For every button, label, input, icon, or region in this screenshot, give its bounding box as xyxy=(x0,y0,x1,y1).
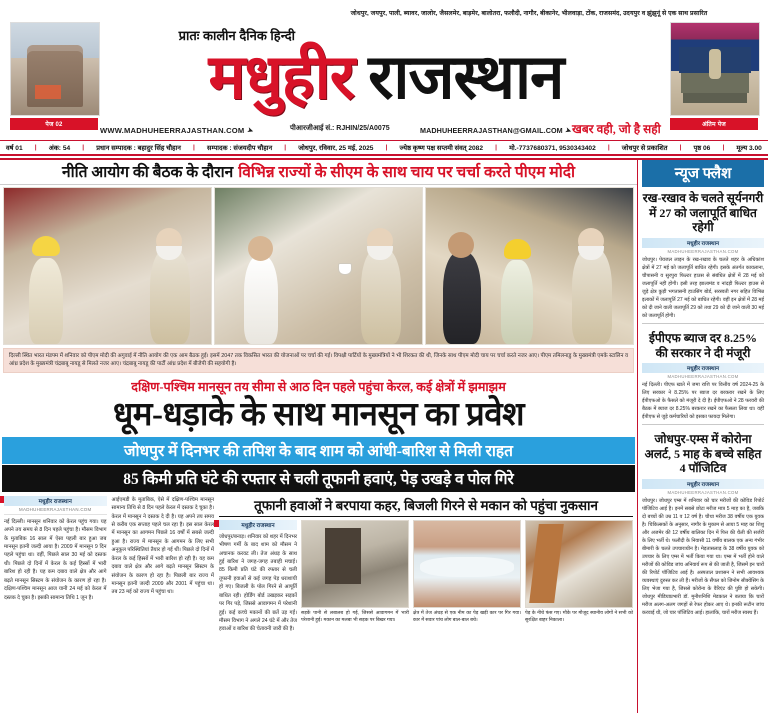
last-page-promo-tag: अंतिम पेज xyxy=(670,118,758,130)
strip-divider: | xyxy=(284,144,287,151)
storm-story-byline: मधुहीर राजस्थान xyxy=(219,520,297,530)
published-from: जोधपुर से प्रकाशित xyxy=(621,145,668,152)
strip-divider: | xyxy=(607,144,610,151)
cadets-group-photo xyxy=(670,22,760,116)
editor: सम्पादक : संजयदीप चौहान xyxy=(206,145,273,152)
email-address[interactable] xyxy=(420,126,572,135)
news-flash-sidebar xyxy=(638,158,768,713)
page02-promo[interactable] xyxy=(10,22,98,130)
masthead-title-part2: राजस्थान xyxy=(368,44,564,112)
water-tank-photo xyxy=(10,22,100,116)
sidebar-headline-3: जोधपुर-एम्स में कोरोना अलर्ट, 5 माह के बच्चे सहित 4 पॉजिटिव xyxy=(644,432,762,476)
chief-editor: प्रधान सम्पादक : बहादुर सिंह चौहान xyxy=(96,145,181,152)
storm-thumb-3[interactable] xyxy=(525,520,633,634)
monsoon-story-col2 xyxy=(112,496,215,648)
broken-wall-photo xyxy=(413,520,521,608)
storm-sub-headline: तूफानी हवाओं ने बरपाया कहर, बिजली गिरने से मकान को पहुंचा नुकसान xyxy=(219,496,633,517)
publication-info-strip xyxy=(0,140,768,156)
monsoon-kicker: दक्षिण-पश्चिम मानसून तय सीमा से आठ दिन पहले पहुंचा केरल, कई क्षेत्रों में झमाझम xyxy=(131,379,506,394)
masthead-kicker: प्रातः कालीन दैनिक हिन्दी xyxy=(178,28,295,43)
cursor-arrow-icon: ➤ xyxy=(563,125,573,136)
monsoon-story-byline: मधुहीर राजस्थान xyxy=(4,496,107,506)
last-page-promo[interactable] xyxy=(670,22,758,130)
strip-divider: | xyxy=(722,144,725,151)
storm-thumb-2[interactable] xyxy=(413,520,521,634)
sidebar-site-3: MADHUHEERRAJASTHAN.COM xyxy=(667,490,739,495)
price: मूल्य 3.00 xyxy=(736,145,762,152)
strip-divider: | xyxy=(34,144,37,151)
modi-greeting-cm-photo[interactable] xyxy=(3,187,212,345)
sidebar-site-1: MADHUHEERRAJASTHAN.COM xyxy=(667,248,739,254)
main-column xyxy=(0,158,638,713)
fallen-beam-photo xyxy=(525,520,633,608)
storm-thumb-caption-3: पेड़ के नीचे फंस गए। मौके पर मौजूद स्थानीय लोगों ने सभी को सुरक्षित बाहर निकाला। xyxy=(525,610,633,624)
sidebar-text-1: जोधपुर। पेयजल लाइन के रख-रखाव के चलते शहर के अधिकांश क्षेत्रों में 27 मई को जलापूर्ति बाधित रहेगी। इसके अंतर्गत कायलाना, चौपासनी व सुरपुरा फिल्टर हाउस से संबंधित क्षेत्रों में 28 मई को जलापूर्ति नहीं होगी। इसी तरह झालामंड व नांदड़ी फिल्टर हाउस से जुड़े क्षेत्र कुड़ी भगतासनी हाउसिंग बोर्ड, सरस्वती नगर सहित विभिन्न इलाकों में जलापूर्ति 27 मई को बाधित रहेगी। वहीं इन क्षेत्रों में 28 मई को दी जाने वाली जलापूर्ति 29 को तथा 29 को दी जाने वाली 30 मई को जलापूर्ति होगी। xyxy=(642,256,764,319)
sidebar-text-3: जोधपुर। जोधपुर एम्स में शनिवार को चार मरीजों की कोविड रिपोर्ट पॉजिटिव आई है। इनमें सबसे छोटा मरीज मात्र 5 माह का है, जबकि दो बच्चों की उम्र 11 व 12 वर्ष है। चौथा मरीज 38 वर्षीय एक युवक है। चिकित्सकों के अनुसार, नागौर के मुकाम से आया 5 माह का शिशु और अजमेर की 12 वर्षीय बालिका दिन में पित्त की थैली की सर्जरी के लिए भर्ती थे। फलौदी के निवासी 11 वर्षीय बालक एक अन्य गंभीर बीमारी के चलते उपचाराधीन है। मेड़तासलाड़ के 38 वर्षीय युवक को उपचार के लिए एम्स में भर्ती किया गया था। एम्स में भर्ती होने वाले मरीजों की कोविड जांच अनिवार्य रूप से की जाती है, जिसमें इन चारों की रिपोर्ट पॉजिटिव आई है। अस्पताल प्रशासन ने सभी आवश्यक व्यवस्थाएं दुरुस्त कर ली हैं। मरीजों के सैंपल को जिनोम सीक्वेंसिंग के लिए भेजा गया है, जिससे कोरोना के वैरिएंट की पुष्टि हो सकेगी। जोधपुर मीडियाप्रभारी डॉ. मुनीशनिशि मेडकाल ने बताया कि चारों मरीज अलग-अलग जगहों से रेफर होकर आए थे। इनकी रूटीन जांच करवाई थी, जो चार पॉजिटिव आई। हालांकि, चारों मरीज स्वस्थ हैं। xyxy=(642,498,764,616)
monsoon-story-site: MADHUHEERRAJASTHAN.COM xyxy=(4,506,107,515)
cursor-arrow-icon: ➤ xyxy=(245,125,255,136)
issue-number: अंक: 54 xyxy=(48,145,71,152)
masthead-slogan: खबर वही, जो है सही xyxy=(572,122,661,136)
storm-damage-story xyxy=(219,496,633,648)
storm-photo-thumbs xyxy=(301,520,633,634)
rni-number: पीआरजीआई सं.: RJHIN/25/A0075 xyxy=(290,125,390,132)
website-url[interactable] xyxy=(100,126,254,135)
sidebar-headline-1: रख-रखाव के चलते सूर्यनगरी में 27 को जलापूर्ति बाधित रहेगी xyxy=(642,191,764,235)
sidebar-headline-2: ईपीएफ ब्याज दर 8.25% की सरकार ने दी मंजूरी xyxy=(649,330,757,360)
storm-story-text: जोधपुर/बनाड़। शनिवार को शहर में दिनभर भीषण गर्मी के बाद शाम को मौसम ने अचानक करवट ली। तेज अंधड़ के साथ हुई बारिश ने जगह-जगह तबाही मचाई। 85 किमी प्रति घंटे की रफ्तार से चली तूफानी हवाओं से कई जगह पेड़ धराशायी हो गए। बिजली के पोल गिरने से आपूर्ति बाधित रही। होर्डिंग बोर्ड उखड़कर सड़कों पर गिर पड़े, जिससे आवागमन में परेशानी हुई। कई कच्चे मकानों की छतें उड़ गईं। मौसम विभाग ने अगले 24 घंटे में और तेज हवाओं व बारिश की चेतावनी जारी की है। xyxy=(219,533,297,633)
sidebar-site-2: MADHUHEERRAJASTHAN.COM xyxy=(667,374,739,380)
strip-divider: | xyxy=(82,144,85,151)
lead-headline-black: नीति आयोग की बैठक के दौरान xyxy=(62,164,234,181)
samvat-date: ज्येष्ठ कृष्ण पक्ष सप्तमी संवत् 2082 xyxy=(399,145,484,152)
sidebar-divider xyxy=(642,424,764,425)
lower-section xyxy=(0,492,637,648)
sidebar-item-epf-rate[interactable] xyxy=(642,327,764,421)
sidebar-item-corona-alert[interactable] xyxy=(642,428,764,617)
masthead-logo[interactable] xyxy=(96,38,676,118)
wind-speed-band: 85 किमी प्रति घंटे की रफ्तार से चली तूफानी हवाएं, पेड़ उखड़े व पोल गिरे xyxy=(2,465,635,492)
strip-divider: | xyxy=(495,144,497,151)
news-flash-header: न्यूज फ्लैश xyxy=(642,160,764,187)
monsoon-story-text-1: नई दिल्ली। मानसून शनिवार को केरल पहुंच गया। यह अपने तय समय से 8 दिन पहले पहुंचा है। मौसम विभाग के मुताबिक 16 साल में ऐसा पहली बार हुआ जब मानसून इतनी जल्दी आया है। 2009 में मानसून 9 दिन पहले पहुंचा था। वहीं, पिछले साल 30 मई को दस्तक थी। पिछले दो दिनों में केरल के कई हिस्सों में भारी बारिश हो रही है। यह कम दबाव वाले क्षेत्र और आगे बढ़ते मानसून सिस्टम के संयोजन के कारण हो रहा है। दक्षिण-पश्चिम मानसून आज यानी 24 मई को केरल में दस्तक दे चुका है। इसकी सामान्य तिथि 1 जून है। xyxy=(4,518,107,601)
storm-story-text-col xyxy=(219,520,297,634)
strip-divider: | xyxy=(385,144,388,151)
sidebar-divider xyxy=(642,323,764,324)
sidebar-byline-3: मधुहीर राजस्थान xyxy=(642,479,764,489)
storm-thumb-1[interactable] xyxy=(301,520,409,634)
modi-tea-discussion-photo[interactable] xyxy=(214,187,423,345)
strip-divider: | xyxy=(193,144,195,151)
sidebar-item-water-supply[interactable] xyxy=(642,187,764,320)
jodhpur-relief-band: जोधपुर में दिनभर की तपिश के बाद शाम को आंधी-बारिश से मिली राहत xyxy=(2,437,635,464)
volume-year: वर्ष 01 xyxy=(6,145,23,152)
website-url-text: WWW.MADHUHEERRAJASTHAN.COM xyxy=(100,126,245,135)
modi-handshake-cms-photo[interactable] xyxy=(425,187,634,345)
monsoon-story xyxy=(4,496,214,648)
sidebar-byline-2: मधुहीर राजस्थान xyxy=(642,363,764,373)
email-address-text: MADHUHEERRAJASTHAN@GMAIL.COM xyxy=(420,126,563,135)
masthead xyxy=(0,0,768,160)
masthead-title-part1: मधुहीर xyxy=(208,44,355,112)
sidebar-byline-1: मधुहीर राजस्थान xyxy=(642,238,764,248)
lead-photo-caption: दिल्ली स्थित भारत मंडपम में शनिवार को पीएम मोदी की अगुवाई में नीति आयोग की एक आम बैठक हुई। इसमें 2047 तक विकसित भारत की योजनाओं पर चर्चा की गई। विपक्षी पार्टियों के मुख्यमंत्रियों ने भी शिरकत की थी, जिनके साथ पीएम मोदी चाय पर चर्चा करते नजर आए। पीएम तमिलनाडु के मुख्यमंत्री एमके स्टालिन व आंध्र प्रदेश के मुख्यमंत्री चंद्रबाबू नायडू से मिलते नजर आए। चंद्रबाबू नायडू की पार्टी आंध्र प्रदेश में बीजेपी की सहयोगी है। xyxy=(3,348,634,373)
circulation-cities-line: जोधपुर, जयपुर, पाली, ब्यावर, जालोर, जैसलमेर, बाड़मेर, बालोतरा, फलौदी, नागौर, बीकानेर, भीलवाड़ा, टोंक, राजसमंद, उदयपुर व झुंझुनूं से एक साथ प्रसारित xyxy=(350,10,708,17)
lead-headline-red: विभिन्न राज्यों के सीएम के साथ चाय पर चर्चा करते पीएम मोदी xyxy=(238,164,575,181)
page-count: पृष्ठ 06 xyxy=(693,145,711,152)
page02-promo-tag: पेज 02 xyxy=(10,118,98,130)
storm-thumb-caption-1: सड़कें पानी से लबालब हो गईं, जिससे आवागमन में भारी परेशानी हुई। मकान का मलबा भी सड़क पर बिखर गया। xyxy=(301,610,409,624)
monsoon-main-headline: धूम-धड़ाके के साथ मानसून का प्रवेश xyxy=(112,396,525,433)
contact-phone: मो.-7737680371, 9530343402 xyxy=(509,145,596,152)
storm-thumb-caption-2: क्षेत्र में तेज अंधड़ से एक नीम का पेड़ खड़ी कार पर गिर गया। कार में सवार पांच लोग बाल-बाल बचे। xyxy=(413,610,521,624)
page-body xyxy=(0,158,768,713)
lead-photo-row xyxy=(0,185,637,345)
sidebar-text-2: नई दिल्ली। पीएफ खाते में जमा राशि पर वित्तीय वर्ष 2024-25 के लिए सरकार ने 8.25% पर ब्याज दर बरकरार रखने के लिए ईपीएफओ के फैसले को मंजूरी दे दी है। ईपीएफओ ने 28 फरवरी की बैठक में ब्याज दर 8.25% बरकरार रखने का फैसला लिया था। वहीं ईपीएफ से जुड़े कर्मचारियों को इसका फायदा मिलेगा। xyxy=(642,382,764,421)
tea-cup-icon xyxy=(338,263,352,275)
monsoon-story-col1 xyxy=(4,496,107,648)
lead-photo-headline xyxy=(0,158,637,185)
place-and-date: जोधपुर, रविवार, 25 मई, 2025 xyxy=(298,145,374,152)
monsoon-story-text-2: आईएमडी के मुताबिक, ऐसे में दक्षिण-पश्चिम मानसून सामान्य तिथि से 8 दिन पहले केरल में दस्तक दे चुका है। केरल में मानसून ने दस्तक दे दी है। यह अपने तय समय से करीब एक सप्ताह पहले चल रहा है। इस साल केरल में मानसून का आगमन पिछले 16 वर्षों में सबसे जल्दी हुआ है। राज्य में मानसून के आगमन के लिए सभी अनुकूल परिस्थितियां तैयार हो गई थीं। पिछले दो दिनों में केरल के कई हिस्सों में भारी बारिश हो रही है। यह कम दबाव वाले क्षेत्र और आगे बढ़ते मानसून सिस्टम के संयोजन के कारण हो रहा है। पिछली बार राज्य में मानसून इतनी जल्दी 2009 और 2001 में पहुंचा था। तब 23 मई को राज्य में पहुंचा था। xyxy=(111,496,214,596)
damaged-house-interior-photo xyxy=(301,520,409,608)
strip-divider: | xyxy=(679,144,682,151)
